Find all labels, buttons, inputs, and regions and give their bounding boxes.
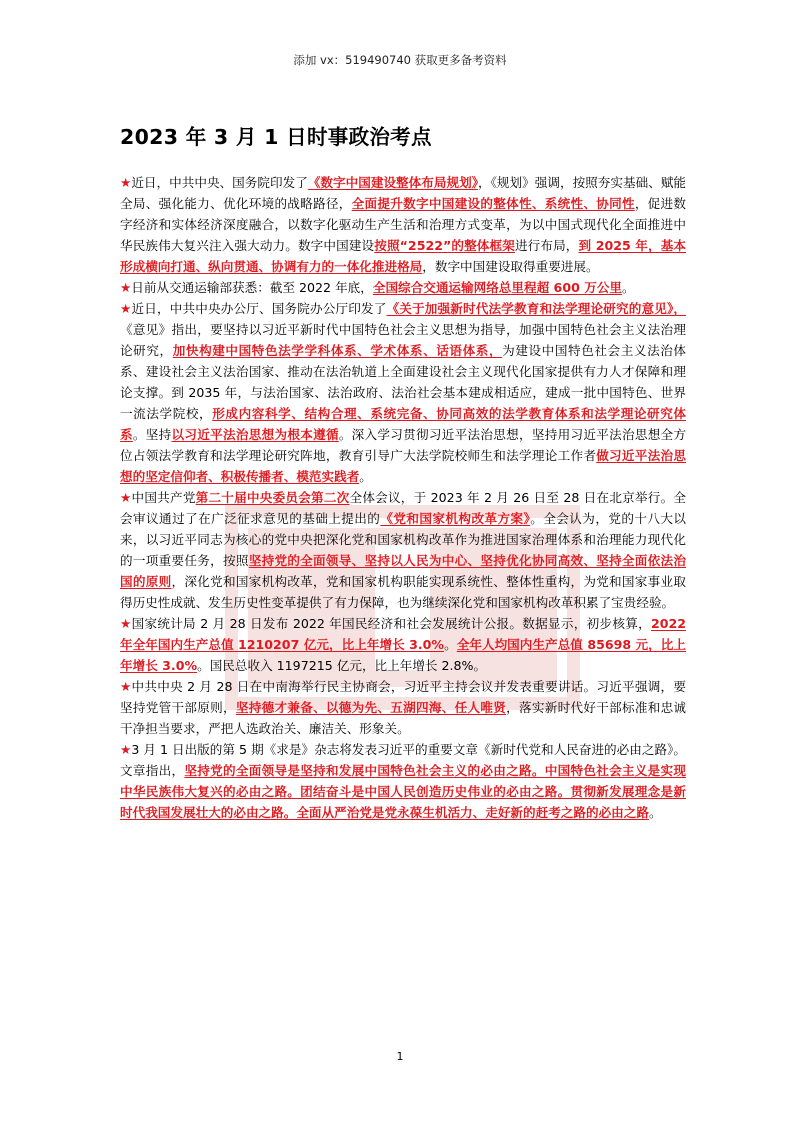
paragraph-text: 。全会认为，党的十八大以来，以习近平同志为核心的党中央把深化党和国家机构改革作为推进国家治理体系和治理能力现代化的一项重要任务，按照 [120,511,687,568]
star-bullet-icon: ★ [120,280,132,295]
news-paragraph [120,487,686,613]
paragraph-text: ，《规划》强调，按照夯实基础、赋能全局、强化能力、优化环境的战略路径， [120,175,687,211]
page-header: 添加 vx：519490740 获取更多备考资料 [293,53,507,67]
paragraph-text: 。坚持 [132,427,172,442]
highlighted-text: 《数字中国建设整体布局规划》 [307,175,479,190]
paragraph-text: ，落实新时代好干部标准和忠诚干净担当要求，严把人选政治关、廉洁关、形象关。 [120,700,687,736]
paragraph-text: 《意见》指出，要坚持以习近平新时代中国特色社会主义思想为指导，加强中国特色社会主义法治理论研究， [120,322,686,358]
star-bullet-icon: ★ [120,742,132,757]
paragraph-text: 3 月 1 日出版的第 5 期《求是》杂志将发表习近平的重要文章《新时代党和人民奋进的必由之路》。文章指出， [120,742,686,778]
paragraph-text: ，数字中国建设取得重要进展。 [422,259,599,274]
paragraph-text: 。深入学习贯彻习近平法治思想，坚持用习近平法治思想全方位占领法学教育和法学理论研究阵地，教育引导广大法学院校师生和法学理论工作者 [120,427,687,463]
paragraph-text: 日前从交通运输部获悉：截至 2022 年底， [131,280,373,295]
paragraph-text: 全体会议，于 2023 年 2 月 26 日至 28 日在北京举行。全会审议通过了在广泛征求意见的基础上提出的 [120,490,687,526]
star-bullet-icon: ★ [120,490,132,505]
paragraph-text: 。 [648,805,662,820]
star-bullet-icon: ★ [120,616,132,631]
article-body [120,172,686,823]
highlighted-text: 以习近平法治思想为根本遵循 [171,427,339,442]
highlighted-text: 全国综合交通运输网络总里程超 600 万公里 [372,280,623,295]
paragraph-text: ，促进数字经济和实体经济深度融合，以数字化驱动生产生活和治理方式变革，为以中国式现代化全面推进中华民族伟大复兴注入强大动力。数字中国建设 [120,196,687,253]
highlighted-text: 到 2025 年，基本形成横向打通、纵向贯通、协调有力的一体化推进格局 [120,238,687,274]
highlighted-text: 全面提升数字中国建设的整体性、系统性、协同性 [351,196,635,211]
highlighted-text: 坚持党的全面领导、坚持以人民为中心、坚持优化协同高效、坚持全面依法治国的原则 [120,553,687,589]
star-bullet-icon: ★ [120,679,132,694]
highlighted-text: 坚持党的全面领导是坚持和发展中国特色社会主义的必由之路。中国特色社会主义是实现中华民族伟大复兴的必由之路。团结奋斗是中国人民创造历史伟业的必由之路。贯彻新发展理念是新时代我国发展壮大的必由之路。全面从严治党是党永葆生机活力、走好新的赶考之路的必由之路 [120,763,687,820]
star-bullet-icon: ★ [120,175,132,190]
page-number: 1 [396,1050,404,1063]
news-paragraph [120,676,686,739]
highlighted-text: 按照“2522”的整体框架 [374,238,515,253]
paragraph-text: ，深化党和国家机构改革，党和国家机构职能实现系统性、整体性重构，为党和国家事业取得历史性成就、发生历史性变革提供了有力保障，也为继续深化党和国家机构改革积累了宝贵经验。 [120,574,687,610]
news-paragraph [120,172,686,277]
news-paragraph [120,613,686,676]
highlighted-text: 坚持德才兼备、以德为先、五湖四海、任人唯贤 [235,700,507,715]
paragraph-text: 。 [622,280,635,295]
paragraph-text: 进行布局， [514,238,579,253]
star-bullet-icon: ★ [120,301,132,316]
paragraph-text: 近日，中共中央、国务院印发了 [131,175,308,190]
paragraph-text: 近日，中共中央办公厅、国务院办公厅印发了 [131,301,387,316]
paragraph-text: 中国共产党 [131,490,196,505]
paragraph-text: 国家统计局 2 月 28 日发布 2022 年国民经济和社会发展统计公报。数据显示，初步核算， [131,616,651,631]
paragraph-text: 。 [359,469,372,484]
highlighted-text: 《关于加强新时代法学教育和法学理论研究的意见》， [386,301,686,316]
paragraph-text: 中共中央 2 月 28 日在中南海举行民主协商会，习近平主持会议并发表重要讲话。习近平强调，要坚持党管干部原则， [120,679,686,715]
news-paragraph [120,739,686,823]
highlighted-text: 做习近平法治思想的坚定信仰者、积极传播者、模范实践者 [120,448,687,484]
highlighted-text: 形成内容科学、结构合理、系统完备、协同高效的法学教育体系和法学理论研究体系 [120,406,687,442]
highlighted-text: 加快构建中国特色法学学科体系、学术体系、话语体系， [172,343,503,358]
highlighted-text: 《党和国家机构改革方案》 [380,511,531,526]
news-paragraph [120,277,686,298]
page-title: 2023 年 3 月 1 日时事政治考点 [120,125,432,149]
highlighted-text: 第二十届中央委员会第二次 [195,490,350,505]
news-paragraph [120,298,686,487]
highlighted-text: 全年人均国内生产总值 85698 元，比上年增长 3.0% [120,637,686,673]
paragraph-text: 为建设中国特色社会主义法治体系、建设社会主义法治国家、推动在法治轨道上全面建设社会主义现代化国家提供有力人才保障和理论支撑。到 2035 年，与法治国家、法治政府、法治社会基本建成相适应，建成一批中国特色、世界一流法学院校， [120,343,687,421]
highlighted-text: 2022 年全年国内生产总值 1210207 亿元，比上年增长 3.0% [120,616,687,652]
paragraph-text: 。国民总收入 1197215 亿元，比上年增长 2.8%。 [197,658,487,673]
paragraph-text: 。 [444,637,457,652]
